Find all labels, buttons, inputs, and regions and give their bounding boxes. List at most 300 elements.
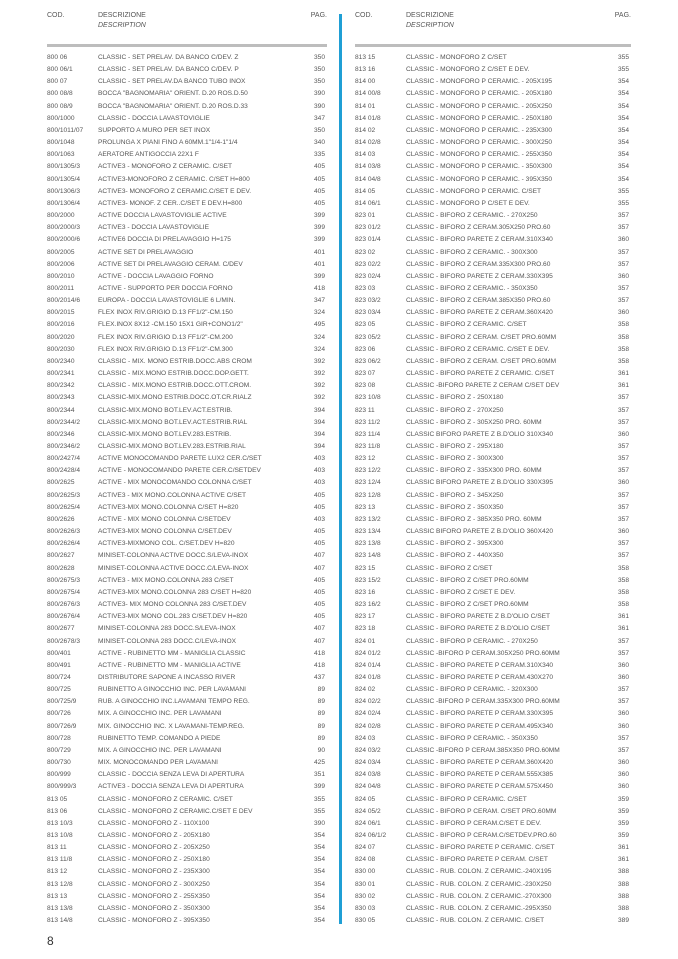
catalog-page: 340: [313, 139, 325, 147]
catalog-page: 357: [617, 443, 629, 450]
catalog-page: 358: [617, 333, 629, 341]
product-description: ACTIVE3-MIX MONO.COLONNA C/SET H=820: [98, 503, 239, 511]
table-row: [47, 879, 327, 891]
product-code: 800/2628: [47, 564, 75, 572]
product-code: 800/726/9: [47, 722, 77, 730]
product-code: 800/1306/3: [47, 187, 81, 195]
product-description: CLASSIC - MONOFORO Z CERAMIC. C/SET: [98, 795, 233, 803]
product-description: CLASSIC - BIFORO Z - 440X350: [406, 552, 504, 560]
product-description: CLASSIC - MONOFORO Z - 300X250: [98, 880, 210, 888]
table-row: [47, 745, 327, 757]
product-description: CLASSIC-MIX.MONO BOT.LEV.283.ESTRIB.: [98, 430, 232, 438]
product-description: ACTIVE3 - MIX MONO.COLONNA 283 C/SET: [98, 576, 234, 584]
table-row: [355, 405, 631, 417]
catalog-page: 392: [313, 382, 325, 390]
catalog-page: 335: [313, 151, 325, 159]
product-code: 823 13/8: [355, 540, 381, 548]
catalog-page: 357: [617, 260, 629, 268]
catalog-page: 354: [313, 880, 325, 888]
product-code: 823 01: [355, 212, 376, 220]
table-row: [355, 465, 631, 477]
product-code: 814 01: [355, 102, 376, 110]
table-row: [355, 854, 631, 866]
catalog-page: 399: [313, 212, 325, 220]
catalog-page: 407: [313, 625, 325, 633]
table-row: [47, 88, 327, 100]
product-code: 824 01: [355, 637, 376, 645]
table-row: [47, 64, 327, 76]
product-description: CLASSIC -BIFORO P CERAM.335X300 PRO.60MM: [406, 698, 560, 706]
table-row: [355, 198, 631, 210]
table-row: [47, 271, 327, 283]
table-row: [355, 757, 631, 769]
table-row: [47, 550, 327, 562]
product-description: CLASSIC - DOCCIA LAVASTOVIGLIE: [98, 114, 210, 122]
product-description: ACTIVE3-MIXMONO COL. C/SET.DEV H=820: [98, 540, 235, 548]
product-code: 813 13/8: [47, 904, 73, 912]
product-description: PROLUNGA X PIANI FINO A 60MM.1"1/4-1"1/4: [98, 139, 238, 147]
product-code: 800/728: [47, 734, 71, 742]
product-description: CLASSIC - MONOFORO Z - 235X300: [98, 868, 210, 876]
product-code: 823 03: [355, 284, 376, 292]
product-description: MIX. A GINOCCHIO INC. PER LAVAMANI: [98, 710, 222, 718]
product-code: 830 03: [355, 904, 376, 912]
catalog-page: 361: [617, 370, 629, 378]
catalog-page: 358: [617, 345, 629, 353]
table-row: [47, 113, 327, 125]
table-row: [47, 453, 327, 465]
table-row: [47, 563, 327, 575]
catalog-page: 350: [313, 78, 325, 86]
table-row: [47, 854, 327, 866]
product-description: FLEX INOX RIV.GRIGIO D.13 FF1/2"-CM.150: [98, 309, 233, 317]
table-row: [355, 866, 631, 878]
product-code: 823 12/8: [355, 491, 381, 499]
product-description: ACTIVE - MIX MONOCOMANDO COLONNA C/SET: [98, 479, 252, 487]
table-row: [47, 52, 327, 64]
product-description: CLASSIC - BIFORO Z C/SET PRO.60MM: [406, 576, 529, 584]
product-description: CLASSIC - MONOFORO P CERAMIC. - 350X300: [406, 163, 553, 171]
product-description: MINISET-COLONNA ACTIVE DOCC.S/LEVA-INOX: [98, 552, 249, 560]
catalog-page: 405: [313, 491, 325, 499]
catalog-page: 89: [317, 710, 325, 718]
catalog-page: 403: [313, 515, 325, 523]
catalog-page: 405: [313, 175, 325, 183]
table-body: [355, 52, 631, 927]
table-row: [47, 465, 327, 477]
product-code: 800/1063: [47, 151, 75, 159]
catalog-page: 358: [617, 601, 629, 609]
table-row: [355, 295, 631, 307]
catalog-page: 407: [313, 637, 325, 645]
product-description: CLASSIC - BIFORO PARETE P CERAM.360X420: [406, 759, 554, 767]
left-table: [47, 0, 327, 927]
product-description: CLASSIC - BIFORO PARETE Z CERAMIC. C/SET: [406, 370, 555, 378]
table-row: [47, 222, 327, 234]
catalog-page: 358: [617, 321, 629, 329]
product-code: 813 11/8: [47, 856, 73, 864]
table-row: [355, 794, 631, 806]
product-code: 823 03/2: [355, 297, 381, 305]
table-row: [47, 708, 327, 720]
product-description: ACTIVE - MIX MONO COLONNA C/SETDEV: [98, 515, 231, 523]
table-row: [47, 101, 327, 113]
table-row: [355, 842, 631, 854]
product-description: CLASSIC - BIFORO P CERAMIC. - 270X250: [406, 637, 538, 645]
table-row: [47, 514, 327, 526]
table-row: [47, 441, 327, 453]
product-code: 823 14/8: [355, 552, 381, 560]
table-row: [47, 198, 327, 210]
table-row: [47, 392, 327, 404]
catalog-page: 359: [617, 807, 629, 815]
table-row: [355, 879, 631, 891]
table-row: [355, 599, 631, 611]
product-code: 830 05: [355, 917, 376, 925]
catalog-page: 347: [313, 297, 325, 305]
table-header: [47, 0, 327, 44]
product-code: 814 01/8: [355, 114, 381, 122]
product-code: 824 05/2: [355, 807, 381, 815]
product-code: 823 07: [355, 370, 376, 378]
catalog-page: 394: [313, 418, 325, 426]
product-description: ACTIVE - RUBINETTO MM - MANIGLIA CLASSIC: [98, 649, 246, 657]
catalog-page: 418: [313, 649, 325, 657]
table-row: [355, 891, 631, 903]
table-row: [47, 769, 327, 781]
table-row: [355, 392, 631, 404]
table-row: [355, 623, 631, 635]
table-row: [47, 477, 327, 489]
product-description: CLASSIC - BIFORO P CERAM.C/SETDEV.PRO.60: [406, 832, 557, 839]
product-description: CLASSIC -BIFORO P CERAM.305X250 PRO.60MM: [406, 649, 560, 657]
product-description: CLASSIC - SET PRELAV.DA BANCO TUBO INOX: [98, 78, 246, 86]
catalog-page: 357: [617, 746, 629, 754]
product-code: 823 01/4: [355, 236, 381, 244]
product-description: CLASSIC - DOCCIA SENZA LEVA DI APERTURA: [98, 771, 245, 779]
catalog-page: 437: [313, 673, 325, 681]
product-code: 800/725: [47, 686, 71, 694]
table-row: [355, 490, 631, 502]
product-code: 800/2676/3: [47, 601, 81, 609]
catalog-page: 359: [617, 795, 629, 803]
product-code: 823 13: [355, 503, 376, 511]
product-description: CLASSIC - BIFORO P CERAM. C/SET PRO.60MM: [406, 807, 557, 815]
table-row: [355, 721, 631, 733]
product-description: CLASSIC - BIFORO Z CERAM.335X300 PRO.60: [406, 260, 551, 268]
product-description: ACTIVE3-MONOFORO Z CERAMIC. C/SET H=800: [98, 175, 250, 183]
catalog-page: 357: [617, 637, 629, 645]
catalog-page: 360: [617, 710, 629, 718]
catalog-page: 359: [617, 819, 629, 827]
product-code: 800/2675/3: [47, 576, 81, 584]
product-code: 800/2346: [47, 430, 75, 438]
product-code: 824 06/1: [355, 819, 381, 827]
product-description: CLASSIC - BIFORO Z CERAMIC. - 350X350: [406, 284, 538, 292]
product-code: 814 02/8: [355, 139, 381, 147]
product-description: CLASSIC - MONOFORO P CERAMIC. - 235X300: [406, 126, 553, 134]
catalog-page: 403: [313, 479, 325, 487]
table-row: [47, 137, 327, 149]
product-description: ACTIVE3-MIX MONO.COLONNA 283 C/SET H=820: [98, 588, 252, 596]
catalog-page: 407: [313, 552, 325, 560]
table-row: [355, 88, 631, 100]
product-code: 800/2678/3: [47, 637, 81, 645]
product-description: CLASSIC - MIX.MONO ESTRIB.DOCC.DOP.GETT.: [98, 370, 249, 378]
catalog-page: 405: [313, 588, 325, 596]
catalog-page: 354: [313, 892, 325, 900]
product-description: CLASSIC - BIFORO Z CERAM.385X350 PRO.60: [406, 297, 551, 305]
product-code: 800/2676/4: [47, 613, 81, 621]
product-code: 814 00/8: [355, 90, 381, 98]
catalog-page: 354: [313, 868, 325, 876]
product-description: ACTIVE - MONOCOMANDO PARETE CER.C/SETDEV: [98, 467, 261, 475]
table-row: [47, 356, 327, 368]
product-code: 800 06/1: [47, 66, 73, 74]
product-code: 800 06: [47, 54, 68, 61]
product-code: 824 02/2: [355, 698, 381, 706]
catalog-page: 361: [617, 844, 629, 852]
table-row: [47, 490, 327, 502]
catalog-page: 361: [617, 382, 629, 390]
header-pag: PAG.: [310, 12, 327, 19]
table-row: [47, 611, 327, 623]
product-description: CLASSIC - BIFORO Z - 385X350 PRO. 60MM: [406, 515, 542, 523]
product-description: CLASSIC - MIX. MONO ESTRIB.DOCC.ABS CROM: [98, 357, 252, 365]
table-row: [47, 903, 327, 915]
product-code: 800/2020: [47, 333, 75, 341]
table-row: [355, 101, 631, 113]
table-row: [355, 380, 631, 392]
product-code: 800/2015: [47, 309, 75, 317]
product-code: 823 08: [355, 382, 376, 390]
header-descrizione: DESCRIZIONE: [406, 12, 454, 19]
catalog-page: 350: [313, 66, 325, 74]
product-code: 800/724: [47, 673, 71, 681]
catalog-page: 357: [617, 394, 629, 402]
product-code: 823 05/2: [355, 333, 381, 341]
product-code: 824 02/4: [355, 710, 381, 718]
catalog-page: 354: [313, 832, 325, 839]
product-code: 824 05: [355, 795, 376, 803]
product-description: RUB. A GINOCCHIO INC.LAVAMANI TEMPO REG.: [98, 698, 250, 706]
product-description: CLASSIC - BIFORO Z CERAM.305X250 PRO.60: [406, 224, 551, 232]
table-row: [355, 417, 631, 429]
table-row: [47, 806, 327, 818]
table-row: [47, 307, 327, 319]
product-description: CLASSIC - BIFORO Z - 300X300: [406, 455, 504, 463]
product-description: CLASSIC - BIFORO PARETE P CERAM.495X340: [406, 722, 554, 730]
product-code: 814 00: [355, 78, 376, 86]
catalog-page: 354: [617, 90, 629, 98]
catalog-page: 403: [313, 455, 325, 463]
catalog-page: 89: [317, 698, 325, 706]
catalog-page: 405: [313, 199, 325, 207]
product-code: 800/401: [47, 649, 71, 657]
product-description: CLASSIC - BIFORO Z C/SET PRO.60MM: [406, 601, 529, 609]
catalog-page: 358: [617, 588, 629, 596]
product-description: CLASSIC - BIFORO P CERAMIC. - 320X300: [406, 686, 538, 694]
table-row: [355, 526, 631, 538]
catalog-page: 354: [617, 102, 629, 110]
product-code: 823 10/8: [355, 394, 381, 402]
product-code: 813 11: [47, 844, 67, 852]
header-description: DESCRIPTION: [406, 22, 454, 29]
catalog-page: 360: [617, 722, 629, 730]
product-code: 824 01/2: [355, 649, 381, 657]
product-description: CLASSIC BIFORO PARETE Z B.D'OLIO 310X340: [406, 430, 553, 438]
product-code: 800/2626/3: [47, 528, 81, 536]
product-code: 800/2343: [47, 394, 75, 402]
product-code: 800/999: [47, 771, 71, 779]
product-code: 800/2346/2: [47, 443, 81, 450]
catalog-page: 392: [313, 357, 325, 365]
table-row: [47, 818, 327, 830]
product-code: 813 14/8: [47, 917, 73, 925]
product-code: 823 05: [355, 321, 376, 329]
product-description: CLASSIC - SET PRELAV. DA BANCO C/DEV. Z: [98, 54, 239, 61]
catalog-page: 390: [313, 90, 325, 98]
table-row: [355, 271, 631, 283]
product-code: 800/2627: [47, 552, 75, 560]
product-description: CLASSIC - SET PRELAV. DA BANCO C/DEV. P: [98, 66, 239, 74]
table-row: [355, 684, 631, 696]
table-row: [355, 210, 631, 222]
product-description: ACTIVE DOCCIA LAVASTOVIGLIE ACTIVE: [98, 212, 227, 220]
product-description: CLASSIC - BIFORO Z - 345X250: [406, 491, 504, 499]
header-cod: COD.: [355, 12, 373, 19]
catalog-page: 399: [313, 236, 325, 244]
product-code: 823 13/2: [355, 515, 381, 523]
product-code: 813 12: [47, 868, 68, 876]
catalog-page: 355: [617, 66, 629, 74]
table-row: [47, 234, 327, 246]
product-description: CLASSIC - BIFORO Z C/SET: [406, 564, 493, 572]
catalog-page: 388: [617, 892, 629, 900]
product-description: RUBINETTO TEMP. COMANDO A PIEDE: [98, 734, 221, 742]
product-description: CLASSIC - BIFORO PARETE Z CERAM.360X420: [406, 309, 553, 317]
catalog-page: 357: [617, 491, 629, 499]
product-code: 813 15: [355, 54, 376, 61]
catalog-page: 405: [313, 163, 325, 171]
catalog-page: 358: [617, 564, 629, 572]
product-code: 800/2344/2: [47, 418, 81, 426]
product-code: 813 12/8: [47, 880, 73, 888]
table-row: [47, 259, 327, 271]
product-code: 824 03/2: [355, 746, 381, 754]
table-body: [47, 52, 327, 927]
catalog-page: 358: [617, 357, 629, 365]
table-row: [355, 161, 631, 173]
catalog-page: 357: [617, 467, 629, 475]
product-code: 824 01/4: [355, 661, 381, 669]
page-number: 8: [47, 934, 54, 948]
table-row: [355, 745, 631, 757]
product-code: 814 03/8: [355, 163, 381, 171]
catalog-page: 357: [617, 649, 629, 657]
table-row: [355, 113, 631, 125]
table-row: [47, 915, 327, 927]
table-row: [355, 52, 631, 64]
catalog-page: 405: [313, 187, 325, 195]
product-code: 824 01/8: [355, 673, 381, 681]
table-row: [355, 356, 631, 368]
table-row: [355, 514, 631, 526]
product-description: ACTIVE3- MONOFORO Z CERAMIC.C/SET E DEV.: [98, 187, 252, 195]
table-row: [355, 733, 631, 745]
catalog-page: 354: [617, 175, 629, 183]
product-code: 823 13/4: [355, 528, 381, 536]
table-row: [355, 696, 631, 708]
product-description: ACTIVE - RUBINETTO MM - MANIGLIA ACTIVE: [98, 661, 241, 669]
table-row: [355, 222, 631, 234]
product-description: CLASSIC BIFORO PARETE Z B.D'OLIO 330X395: [406, 479, 553, 487]
product-description: CLASSIC - RUB. COLON. Z CERAMIC.-295X350: [406, 904, 552, 912]
product-code: 823 02/4: [355, 272, 381, 280]
product-code: 800/2626/4: [47, 540, 81, 548]
table-row: [47, 830, 327, 842]
product-description: CLASSIC - MONOFORO P CERAMIC. - 255X350: [406, 151, 553, 159]
catalog-page: 357: [617, 503, 629, 511]
catalog-page: 355: [617, 199, 629, 207]
table-row: [47, 368, 327, 380]
product-code: 800/725/9: [47, 698, 77, 706]
catalog-page: 350: [313, 54, 325, 61]
product-description: MINISET-COLONNA ACTIVE DOCC.C/LEVA-INOX: [98, 564, 249, 572]
catalog-page: 357: [617, 418, 629, 426]
product-code: 830 01: [355, 880, 376, 888]
table-row: [47, 696, 327, 708]
product-code: 823 11/2: [355, 418, 381, 426]
catalog-page: 89: [317, 686, 325, 694]
product-description: CLASSIC - RUB. COLON. Z CERAMIC.-240X195: [406, 868, 552, 876]
product-code: 800/2000/6: [47, 236, 81, 244]
product-description: CLASSIC - MONOFORO Z CERAMIC.C/SET E DEV: [98, 807, 253, 815]
product-description: CLASSIC-MIX.MONO ESTRIB.DOCC.OT.CR.RIALZ: [98, 394, 252, 402]
catalog-page: 389: [617, 917, 629, 925]
table-row: [47, 125, 327, 137]
catalog-page: 357: [617, 297, 629, 305]
product-description: CLASSIC - MONOFORO Z C/SET E DEV.: [406, 66, 530, 74]
catalog-page: 89: [317, 722, 325, 730]
product-code: 800/2340: [47, 357, 75, 365]
product-description: CLASSIC - BIFORO Z - 305X250 PRO. 60MM: [406, 418, 542, 426]
product-code: 813 06: [47, 807, 68, 815]
product-description: CLASSIC - BIFORO Z CERAM. C/SET PRO.60MM: [406, 357, 557, 365]
table-row: [355, 477, 631, 489]
product-description: CLASSIC - MONOFORO Z C/SET: [406, 54, 507, 61]
table-row: [47, 684, 327, 696]
product-description: BOCCA "BAGNOMARIA" ORIENT. D.20 ROS.D.33: [98, 102, 248, 110]
product-description: CLASSIC - BIFORO Z CERAMIC. - 270X250: [406, 212, 538, 220]
table-row: [47, 380, 327, 392]
product-code: 824 08: [355, 856, 376, 864]
product-description: ACTIVE3-MIX MONO COLONNA C/SET.DEV: [98, 528, 232, 536]
product-description: ACTIVE3- MONOF. Z CER..C/SET E DEV.H=800: [98, 199, 243, 207]
table-row: [47, 721, 327, 733]
catalog-page: 392: [313, 370, 325, 378]
catalog-page: 495: [313, 321, 325, 329]
product-description: CLASSIC - MONOFORO Z - 110X100: [98, 819, 210, 827]
table-row: [355, 648, 631, 660]
product-code: 800/999/3: [47, 783, 77, 791]
product-code: 824 03: [355, 734, 376, 742]
catalog-page: 399: [313, 224, 325, 232]
product-description: CLASSIC - RUB. COLON. Z CERAMIC.-270X300: [406, 892, 552, 900]
table-row: [47, 891, 327, 903]
table-row: [355, 672, 631, 684]
table-row: [47, 526, 327, 538]
